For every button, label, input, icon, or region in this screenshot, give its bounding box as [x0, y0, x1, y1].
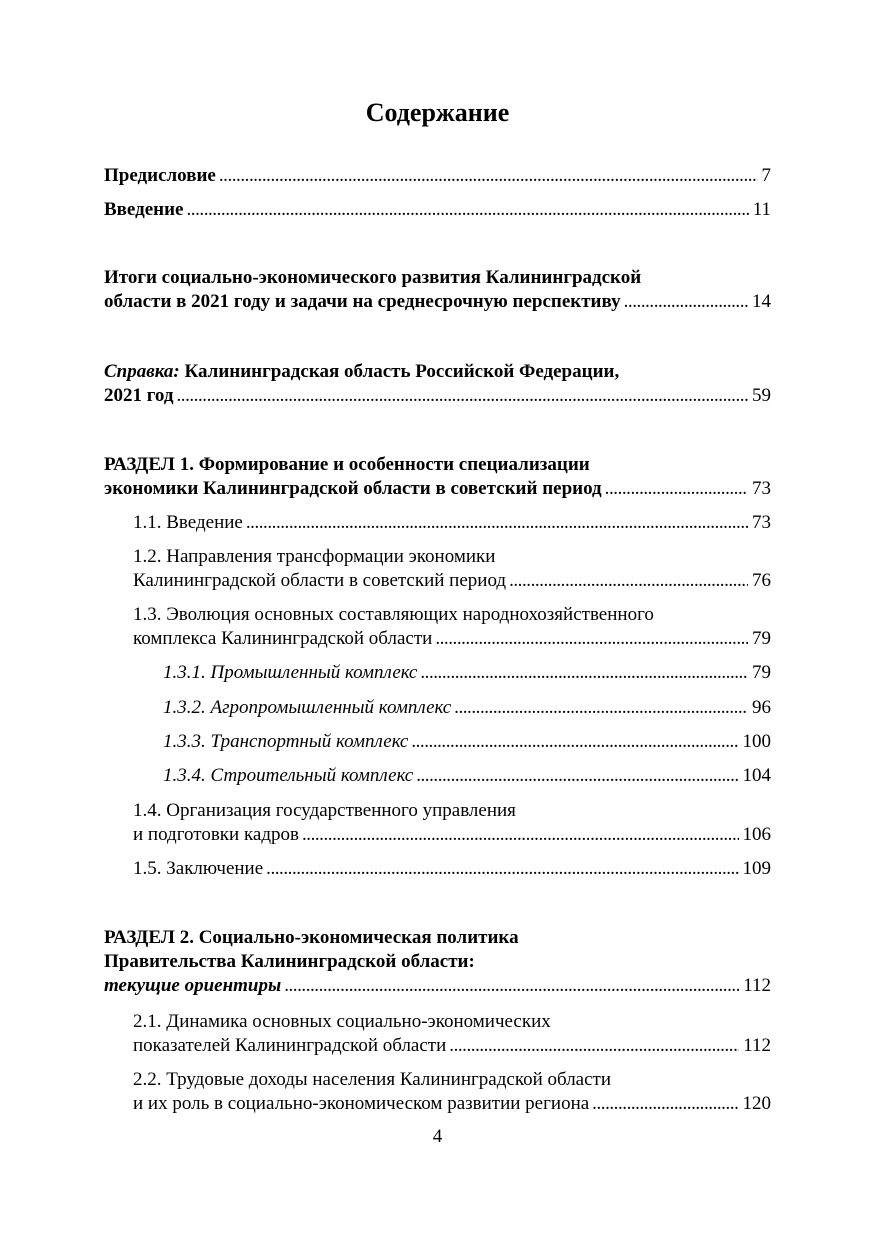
toc-item-2-2[interactable]: [133, 1068, 771, 1116]
toc-page-number: 79: [752, 662, 771, 683]
dot-leader: [246, 511, 748, 535]
dot-leader: [266, 857, 738, 881]
toc-entry-introduction[interactable]: [104, 198, 771, 222]
toc-entry-line: 1.4. Организация государственного управления: [133, 800, 516, 821]
toc-item-1-5[interactable]: [133, 857, 771, 881]
toc-page-number: 11: [752, 199, 771, 220]
toc-entry-label: 1.3.3. Транспортный комплекс: [163, 731, 409, 752]
toc-page-number: 59: [752, 385, 771, 406]
toc-page-number: 96: [752, 697, 771, 718]
toc-item-1-3[interactable]: [133, 603, 771, 651]
toc-page-number: 109: [742, 858, 771, 879]
dot-leader: [435, 627, 748, 651]
toc-entry-line: 2.1. Динамика основных социально-экономических: [133, 1011, 551, 1032]
toc-page-number: 76: [752, 570, 771, 591]
toc-entry-label: экономики Калининградской области в советский период: [104, 478, 602, 499]
page-title: Содержание: [365, 98, 510, 127]
dot-leader: [187, 198, 749, 222]
toc-page-number: 106: [742, 824, 771, 845]
toc-entry-line: Калининградская область Российской Федерации,: [179, 361, 620, 382]
toc-entry-line: Итоги социально-экономического развития Калининградской: [104, 267, 642, 288]
toc-entry-label: и их роль в социально-экономическом развитии региона: [133, 1093, 590, 1114]
dot-leader: [509, 569, 748, 593]
toc-page-number: 73: [752, 478, 771, 499]
toc-entry-preface[interactable]: [104, 164, 771, 188]
dot-leader: [411, 730, 738, 754]
dot-leader: [219, 164, 758, 188]
toc-entry-reference[interactable]: [104, 360, 771, 408]
toc-section-2[interactable]: [104, 926, 771, 998]
toc-page-number: 104: [742, 765, 771, 786]
toc-page-number: 120: [742, 1093, 771, 1114]
dot-leader: [624, 290, 748, 314]
toc-subitem-1-3-3[interactable]: [163, 730, 771, 754]
dot-leader: [176, 384, 748, 408]
toc-subitem-1-3-2[interactable]: [163, 696, 771, 720]
page-number: 4: [432, 1126, 443, 1147]
toc-entry-line: 2.2. Трудовые доходы населения Калининградской области: [133, 1069, 612, 1090]
dot-leader: [416, 764, 738, 788]
toc-entry-label: и подготовки кадров: [133, 824, 299, 845]
toc-entry-results[interactable]: [104, 266, 771, 314]
toc-entry-label: 1.3.1. Промышленный комплекс: [163, 662, 418, 683]
toc-page-number: 79: [752, 628, 771, 649]
toc-entry-line: 1.2. Направления трансформации экономики: [133, 546, 496, 567]
reference-prefix: Справка:: [104, 361, 180, 382]
toc-page-number: 112: [743, 975, 771, 996]
dot-leader: [284, 974, 739, 998]
toc-entry-line: РАЗДЕЛ 1. Формирование и особенности специализации: [104, 454, 590, 475]
toc-item-1-1[interactable]: [133, 511, 771, 535]
dot-leader: [449, 1034, 739, 1058]
dot-leader: [302, 823, 739, 847]
toc-item-2-1[interactable]: [133, 1010, 771, 1058]
toc-item-1-4[interactable]: [133, 799, 771, 847]
toc-page-number: 112: [743, 1035, 771, 1056]
toc-entry-line: РАЗДЕЛ 2. Социально-экономическая политика: [104, 927, 519, 948]
toc-subitem-1-3-4[interactable]: [163, 764, 771, 788]
dot-leader: [420, 661, 748, 685]
toc-page-number: 100: [742, 731, 771, 752]
toc-entry-label: 1.5. Заключение: [133, 858, 264, 879]
toc-entry-label: показателей Калининградской области: [133, 1035, 447, 1056]
toc-subitem-1-3-1[interactable]: [163, 661, 771, 685]
toc-entry-line: Правительства Калининградской области:: [104, 951, 475, 972]
toc-section-1[interactable]: [104, 453, 771, 501]
toc-entry-label: Калининградской области в советский период: [133, 570, 507, 591]
toc-entry-label: 2021 год: [104, 385, 174, 406]
toc-entry-label: Предисловие: [104, 165, 216, 186]
toc-page-number: 73: [752, 512, 771, 533]
toc-page-number: 14: [752, 291, 771, 312]
dot-leader: [592, 1092, 738, 1116]
dot-leader: [605, 477, 748, 501]
toc-page-number: 7: [761, 165, 771, 186]
toc-entry-line: 1.3. Эволюция основных составляющих народнохозяйственного: [133, 604, 654, 625]
toc-entry-label: текущие ориентиры: [104, 975, 282, 996]
toc-entry-label: области в 2021 году и задачи на среднесрочную перспективу: [104, 291, 621, 312]
toc-entry-label: Введение: [104, 199, 184, 220]
toc-item-1-2[interactable]: [133, 545, 771, 593]
toc-entry-label: комплекса Калининградской области: [133, 628, 433, 649]
dot-leader: [454, 696, 748, 720]
toc-entry-label: 1.1. Введение: [133, 512, 243, 533]
toc-entry-label: 1.3.2. Агропромышленный комплекс: [163, 697, 452, 718]
toc-entry-label: 1.3.4. Строительный комплекс: [163, 765, 414, 786]
